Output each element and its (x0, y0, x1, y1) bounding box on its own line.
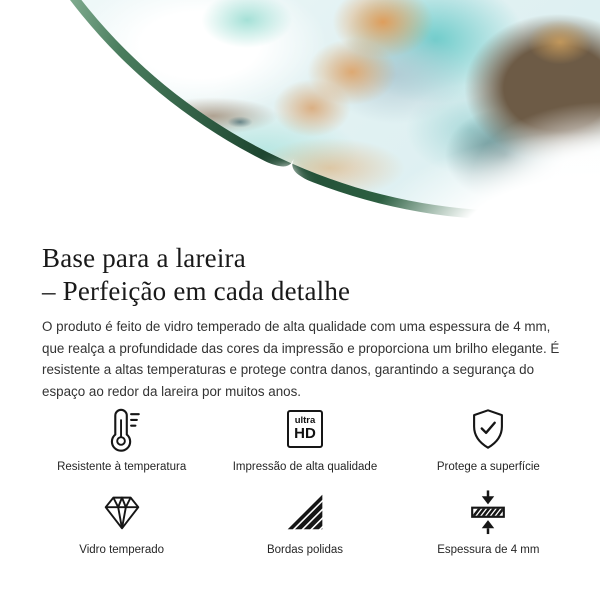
features-grid (0, 402, 600, 558)
feature-label: Protege a superfície (436, 461, 540, 473)
feature-label: Impressão de alta qualidade (232, 461, 378, 473)
thermometer-icon (92, 406, 152, 452)
feature-label: Resistente à temperatura (57, 461, 187, 473)
ultra-hd-text-top: ultra (294, 415, 316, 426)
page-title-line1: Base para a lareira (42, 243, 246, 273)
ultra-hd-text-bottom: HD (294, 425, 316, 442)
polished-edges-icon (275, 489, 335, 535)
feature-surface-protection (397, 406, 580, 475)
feature-print-quality (213, 406, 396, 475)
glass-disc-marble-art (0, 0, 600, 240)
feature-label: Bordas polidas (266, 544, 344, 556)
feature-thickness (397, 489, 580, 558)
ultra-hd-icon (275, 406, 335, 452)
feature-label: Espessura de 4 mm (437, 544, 540, 556)
shield-check-icon (458, 406, 518, 452)
feature-tempered-glass (30, 489, 213, 558)
diamond-icon (92, 489, 152, 535)
feature-temperature-resistant (30, 406, 213, 475)
page-title (42, 242, 560, 308)
thickness-icon (458, 489, 518, 535)
product-description: O produto é feito de vidro temperado de alta qualidade com uma espessura de 4 mm, que realça a profundidade das cores da impressão e proporciona um brilho elegante. É resistente a altas temperaturas e protege contra danos, garantindo a segurança do espaço ao redor da lareira por muitos anos. (42, 319, 560, 399)
feature-polished-edges (213, 489, 396, 558)
page-title-line2: – Perfeição em cada detalhe (42, 276, 351, 306)
feature-label: Vidro temperado (79, 544, 165, 556)
hero-product-photo (0, 0, 600, 228)
